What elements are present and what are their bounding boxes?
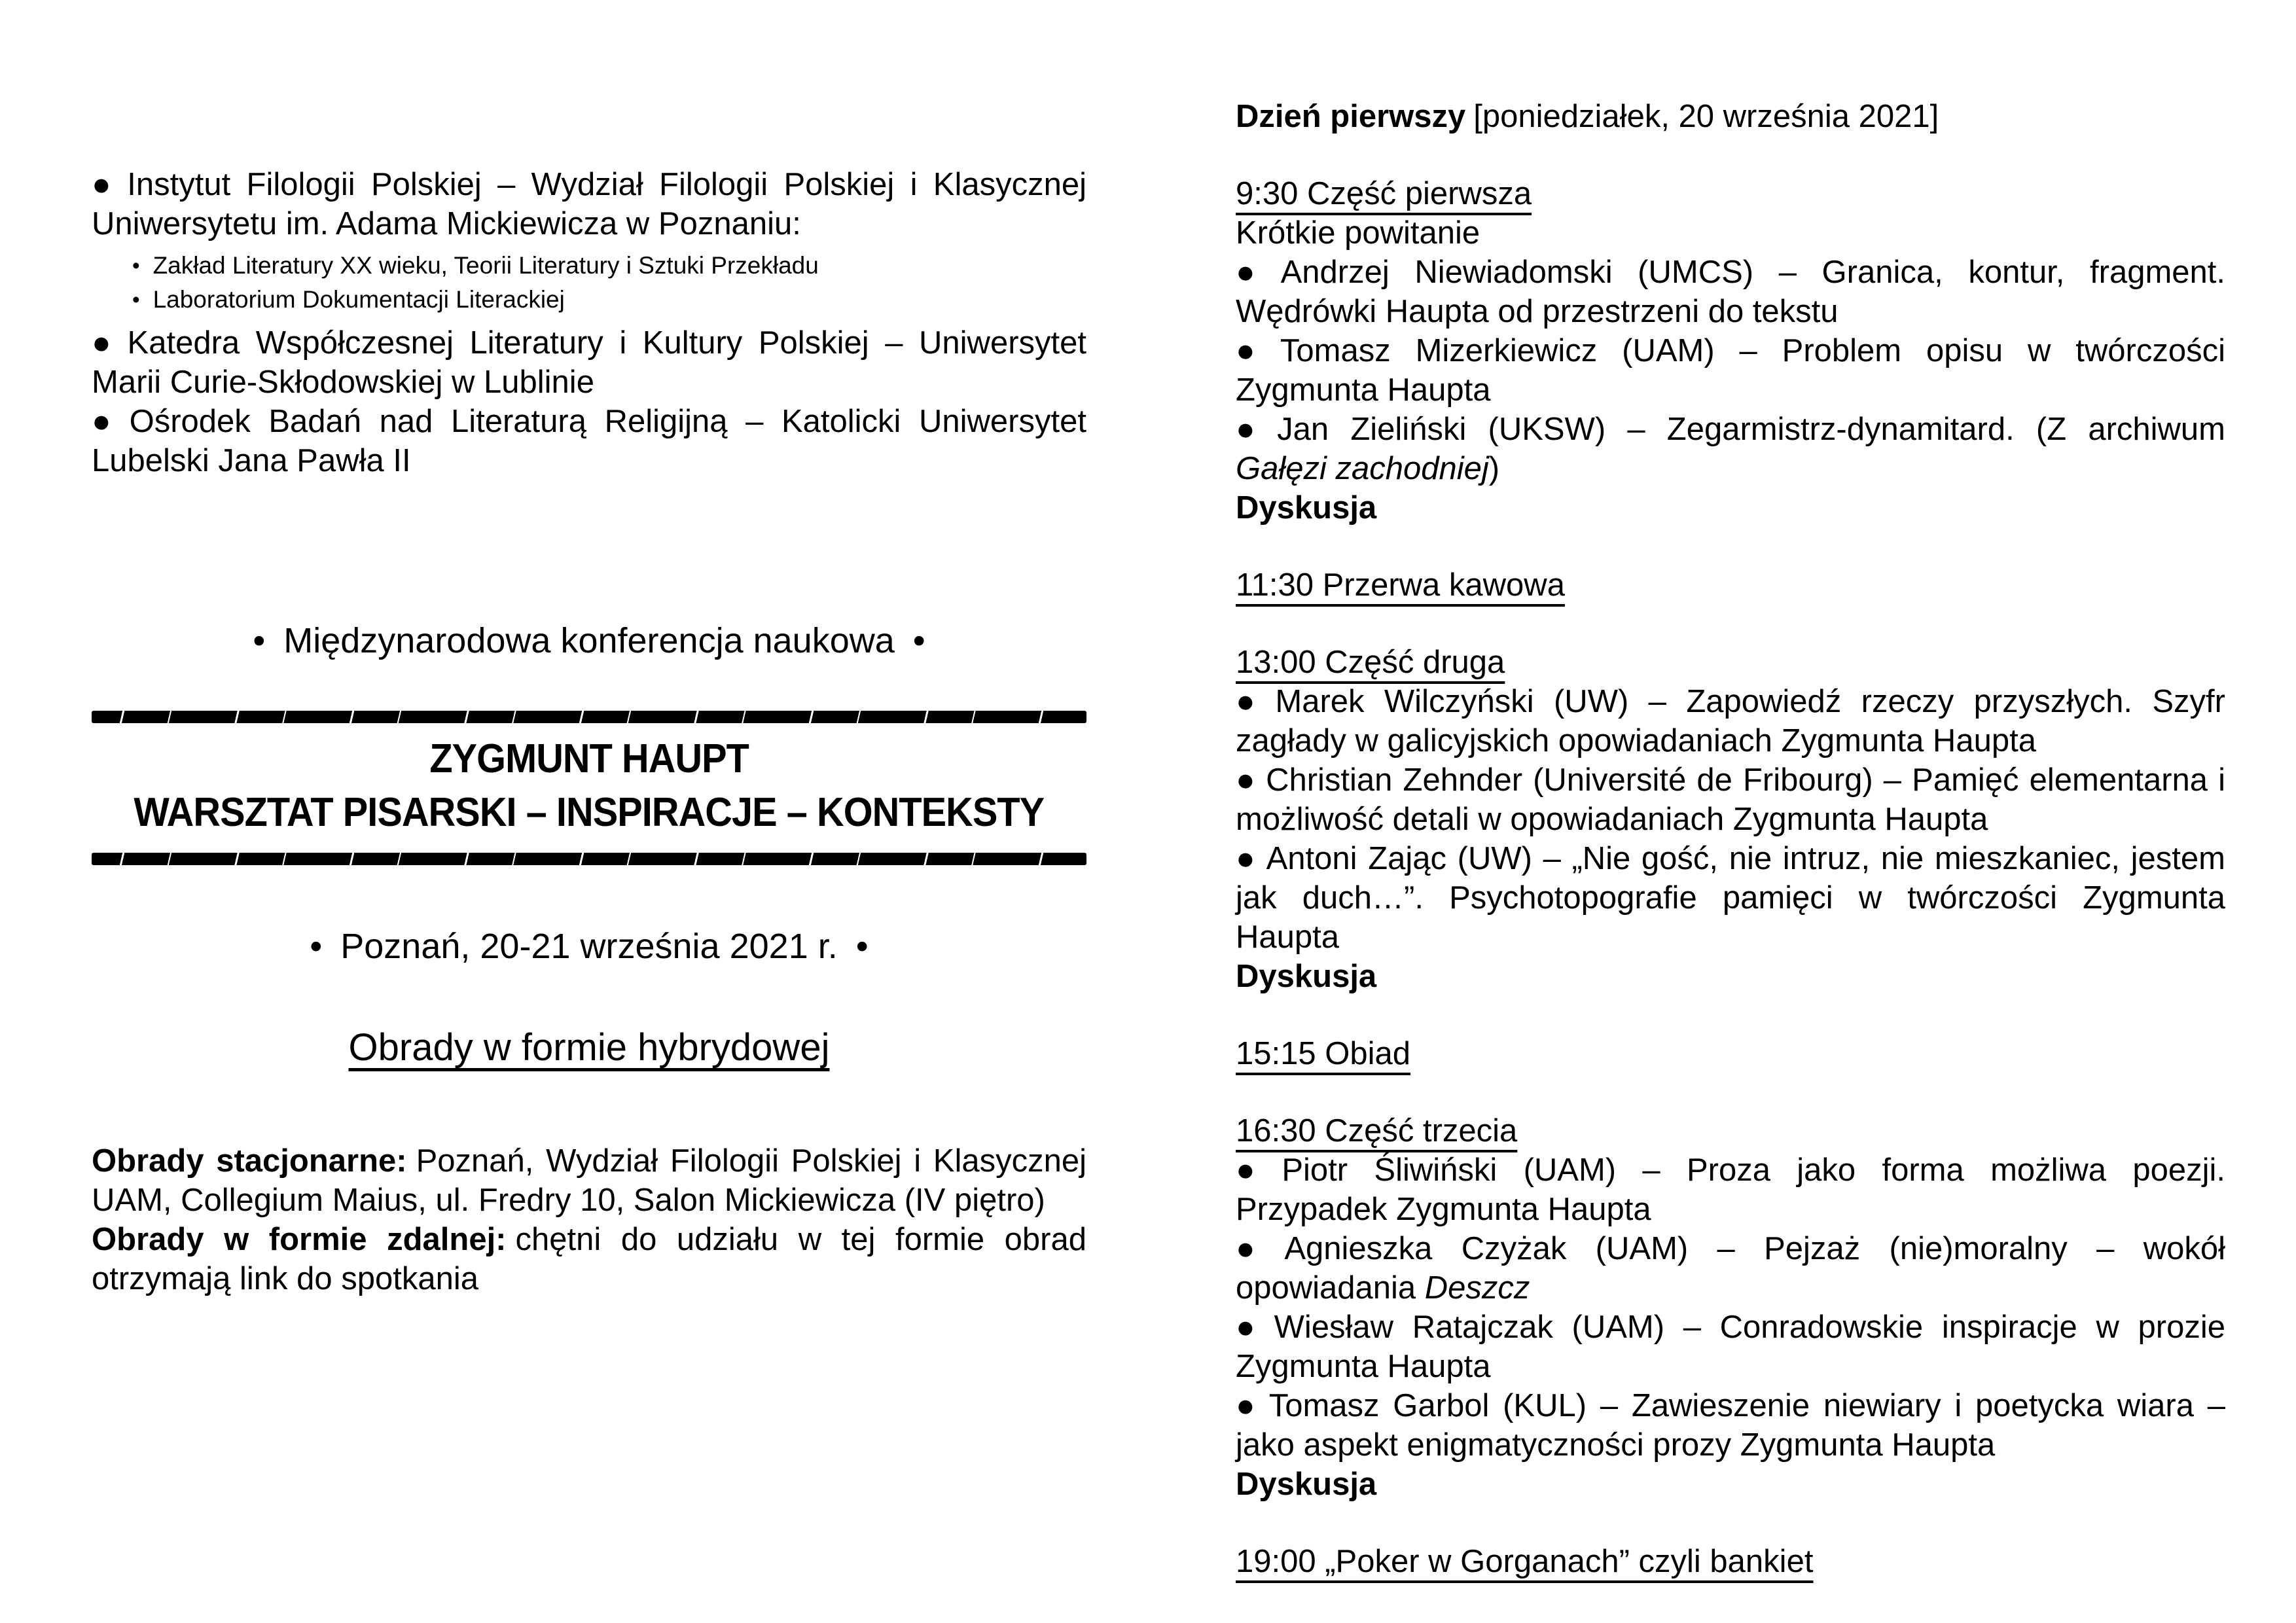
dot-icon: • [855, 927, 869, 966]
day-one-label: Dzień pierwszy [1236, 99, 1466, 134]
discussion-label: Dyskusja [1236, 959, 1377, 994]
session-heading-930 [1236, 174, 2225, 213]
talk-item [1236, 760, 2225, 839]
stationary-text: Poznań, Wydział Filologii Polskiej i Klasycznej UAM, Collegium Maius, ul. Fredry 10, Salon Mickiewicza (IV piętro) [92, 1143, 1086, 1218]
stationary-label: Obrady stacjonarne: [92, 1143, 407, 1179]
organizer-sublist [92, 249, 1086, 317]
talk-text: Tomasz Garbol (KUL) – Zawieszenie niewiary i poetycka wiara – jako aspekt enigmatyczności prozy Zygmunta Haupta [1236, 1388, 2225, 1463]
session-heading-1130-text: 11:30 Przerwa kawowa [1236, 567, 1565, 603]
talk-text: Piotr Śliwiński (UAM) – Proza jako forma możliwa poezji. Przypadek Zygmunta Haupta [1236, 1152, 2225, 1227]
sub-bullet-icon: • [132, 287, 140, 312]
organizer-item-2 [92, 323, 1086, 402]
session-heading-1630-text: 16:30 Część trzecia [1236, 1113, 1518, 1149]
day-one-date: [poniedziałek, 20 września 2021] [1473, 99, 1939, 134]
talk-item [1236, 331, 2225, 410]
hybrid-mode-heading [92, 1025, 1086, 1071]
sublist-item-1-text: Zakład Literatury XX wieku, Teorii Literatury i Sztuki Przekładu [152, 252, 819, 279]
organizer-item-2-text: Katedra Współczesnej Literatury i Kultury Polskiej – Uniwersytet Marii Curie-Skłodowskiej w Lublinie [92, 325, 1086, 400]
talk-item [1236, 682, 2225, 760]
talk-item [1236, 410, 2225, 488]
bullet-icon: ● [1236, 1152, 1273, 1188]
sublist-item-1 [132, 249, 1086, 283]
date-place-text: Poznań, 20-21 września 2021 r. [340, 927, 838, 966]
bullet-icon: ● [1236, 255, 1272, 290]
organizer-item-3 [92, 402, 1086, 480]
bullet-icon: ● [1236, 333, 1271, 368]
right-column [1236, 97, 2225, 1581]
bullet-icon: ● [92, 167, 118, 202]
conference-type-line [92, 619, 1086, 662]
bullet-icon: ● [1236, 1231, 1276, 1266]
bullet-icon: ● [1236, 841, 1257, 876]
conference-title-line-2 [92, 786, 1086, 840]
day-one-header [1236, 97, 2225, 136]
talk-text: Andrzej Niewiadomski (UMCS) – Granica, kontur, fragment. Wędrówki Haupta od przestrzeni do tekstu [1236, 255, 2225, 329]
remote-info [92, 1220, 1086, 1298]
date-place-line [92, 925, 1086, 967]
conference-title-2-text: WARSZTAT PISARSKI – INSPIRACJE – KONTEKSTY [134, 790, 1045, 835]
decorative-rule-top [92, 711, 1086, 723]
talk-item [1236, 253, 2225, 331]
talk-text: Tomasz Mizerkiewicz (UAM) – Problem opisu w twórczości Zygmunta Haupta [1236, 333, 2225, 408]
bullet-icon: ● [1236, 412, 1268, 447]
talk-item [1236, 1150, 2225, 1229]
sublist-item-2 [132, 283, 1086, 317]
talk-text: Agnieszka Czyżak (UAM) – Pejzaż (nie)moralny – wokół opowiadania [1236, 1231, 2225, 1306]
session-heading-1515-text: 15:15 Obiad [1236, 1036, 1410, 1071]
left-column [92, 165, 1086, 1298]
organizer-item-1 [92, 165, 1086, 243]
bullet-icon: ● [1236, 762, 1257, 798]
talk-work-title: Deszcz [1424, 1270, 1530, 1306]
dot-icon: • [310, 927, 323, 966]
decorative-rule-bottom [92, 853, 1086, 865]
talk-text: Wiesław Ratajczak (UAM) – Conradowskie inspiracje w prozie Zygmunta Haupta [1236, 1310, 2225, 1384]
session-heading-1515 [1236, 1034, 2225, 1073]
remote-text: chętni do udziału w tej formie obrad otrzymają link do spotkania [92, 1222, 1086, 1296]
remote-label: Obrady w formie zdalnej: [92, 1222, 507, 1257]
session-heading-1900-text: 19:00 „Poker w Gorganach” czyli bankiet [1236, 1544, 1814, 1579]
dot-icon: • [253, 621, 266, 660]
session-heading-1900 [1236, 1542, 2225, 1581]
talk-work-title: Gałęzi zachodniej [1236, 451, 1489, 486]
conference-title-line-1 [92, 732, 1086, 786]
talk-text: Jan Zieliński (UKSW) – Zegarmistrz-dynamitard. (Z archiwum [1277, 412, 2225, 447]
session-heading-1300-text: 13:00 Część druga [1236, 645, 1505, 680]
bullet-icon: ● [1236, 1388, 1260, 1423]
bullet-icon: ● [92, 325, 118, 361]
discussion-label: Dyskusja [1236, 1467, 1377, 1502]
talk-item [1236, 1308, 2225, 1386]
sub-bullet-icon: • [132, 253, 140, 277]
dot-icon: • [912, 621, 925, 660]
talk-text: ) [1488, 451, 1500, 486]
discussion-label: Dyskusja [1236, 490, 1377, 526]
talk-item [1236, 1386, 2225, 1465]
sublist-item-2-text: Laboratorium Dokumentacji Literackiej [152, 286, 565, 313]
talk-text: Antoni Zając (UW) – „Nie gość, nie intruz, nie mieszkaniec, jestem jak duch…”. Psychotopografie pamięci w twórczości Zygmunta Haupta [1236, 841, 2225, 955]
talk-text: Marek Wilczyński (UW) – Zapowiedź rzeczy przyszłych. Szyfr zagłady w galicyjskich opowiadaniach Zygmunta Haupta [1236, 684, 2225, 758]
session-heading-1300 [1236, 643, 2225, 682]
session-heading-930-text: 9:30 Część pierwsza [1236, 176, 1532, 211]
stationary-info [92, 1141, 1086, 1220]
talk-text: Christian Zehnder (Université de Fribourg) – Pamięć elementarna i możliwość detali w opowiadaniach Zygmunta Haupta [1236, 762, 2225, 837]
bullet-icon: ● [92, 404, 120, 439]
hybrid-mode-heading-text: Obrady w formie hybrydowej [348, 1026, 830, 1069]
conference-type-text: Międzynarodowa konferencja naukowa [283, 621, 895, 660]
bullet-icon: ● [1236, 684, 1266, 719]
bullet-icon: ● [1236, 1310, 1265, 1345]
talk-item [1236, 1229, 2225, 1308]
session-heading-1130 [1236, 565, 2225, 605]
organizer-item-3-text: Ośrodek Badań nad Literaturą Religijną – Katolicki Uniwersytet Lubelski Jana Pawła II [92, 404, 1086, 478]
organizer-item-1-text: Instytut Filologii Polskiej – Wydział Filologii Polskiej i Klasycznej Uniwersytetu im. Adama Mickiewicza w Poznaniu: [92, 167, 1086, 241]
talk-item [1236, 839, 2225, 957]
conference-title-1-text: ZYGMUNT HAUPT [429, 736, 749, 781]
session-heading-1630 [1236, 1111, 2225, 1150]
session-930-intro: Krótkie powitanie [1236, 215, 1480, 251]
